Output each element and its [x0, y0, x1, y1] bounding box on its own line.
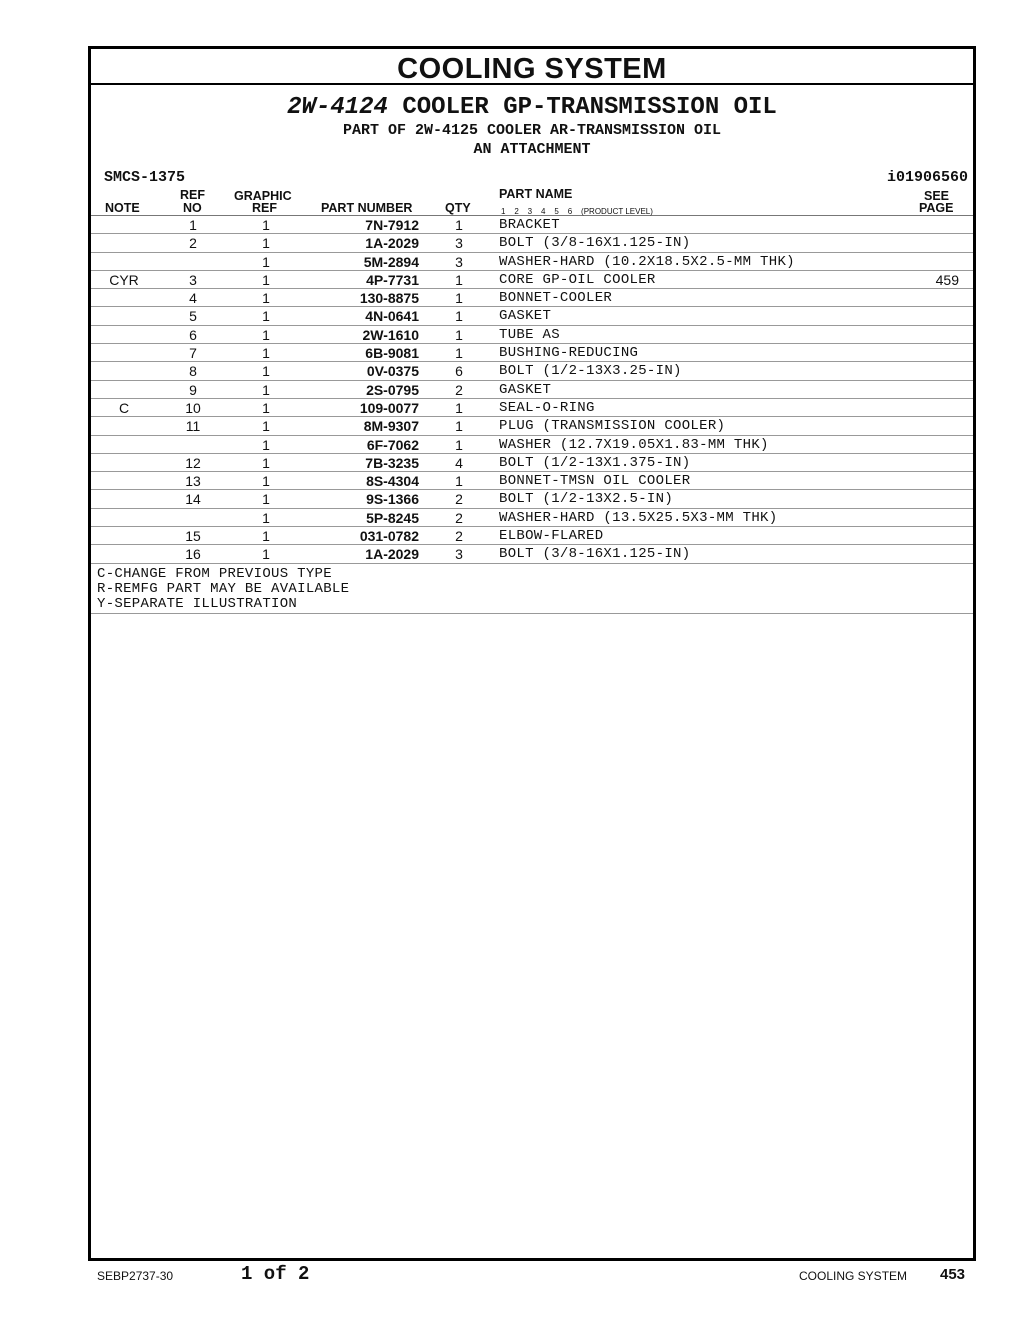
row-part-number: 8S-4304 [366, 473, 419, 490]
row-see-page: 459 [935, 271, 959, 288]
table-row [91, 289, 973, 307]
row-graphic-ref: 1 [262, 473, 270, 490]
row-qty: 1 [455, 418, 463, 435]
row-graphic-ref: 1 [262, 491, 270, 508]
row-part-number: 8M-9307 [363, 418, 419, 435]
row-part-number: 1A-2029 [365, 235, 419, 252]
row-ref-no: 7 [189, 345, 197, 362]
row-graphic-ref: 1 [262, 528, 270, 545]
smcs-row [91, 169, 973, 189]
row-part-number: 2W-1610 [362, 326, 419, 343]
row-qty: 2 [455, 528, 463, 545]
header-product-level: 1 2 3 4 5 6 (PRODUCT LEVEL) [501, 207, 653, 216]
row-ref-no: 8 [189, 363, 197, 380]
row-graphic-ref: 1 [262, 290, 270, 307]
row-ref-no: 12 [185, 454, 201, 471]
header-part-name: PART NAME [499, 187, 573, 201]
row-part-number: 130-8875 [359, 290, 419, 307]
row-part-name: BONNET-COOLER [499, 290, 613, 307]
row-part-name: BUSHING-REDUCING [499, 345, 639, 362]
row-part-number: 031-0782 [359, 528, 419, 545]
row-part-number: 5M-2894 [363, 253, 419, 270]
row-qty: 3 [455, 235, 463, 252]
header-note: NOTE [105, 201, 140, 215]
table-row [91, 253, 973, 271]
row-part-number: 109-0077 [359, 399, 419, 416]
group-name: COOLER GP-TRANSMISSION OIL [402, 94, 777, 121]
row-qty: 1 [455, 326, 463, 343]
row-qty: 6 [455, 363, 463, 380]
row-ref-no: 6 [189, 326, 197, 343]
row-note: CYR [109, 271, 139, 288]
footer-doc-number: SEBP2737-30 [97, 1269, 174, 1283]
row-part-name: BOLT (3/8-16X1.125-IN) [499, 546, 691, 563]
row-part-number: 4N-0641 [365, 308, 419, 325]
note-remfg: R-REMFG PART MAY BE AVAILABLE [97, 580, 350, 597]
row-part-number: 6B-9081 [365, 345, 419, 362]
row-part-name: GASKET [499, 308, 552, 325]
row-graphic-ref: 1 [262, 399, 270, 416]
row-part-name: ELBOW-FLARED [499, 528, 604, 545]
row-part-name: WASHER-HARD (10.2X18.5X2.5-MM THK) [499, 253, 795, 270]
row-part-number: 6F-7062 [366, 436, 419, 453]
row-ref-no: 10 [185, 399, 201, 416]
row-qty: 1 [455, 436, 463, 453]
group-number: 2W-4124 [287, 94, 388, 121]
row-qty: 2 [455, 381, 463, 398]
table-row [91, 490, 973, 508]
row-qty: 2 [455, 509, 463, 526]
row-graphic-ref: 1 [262, 345, 270, 362]
header-graphic-bottom: REF [252, 201, 277, 215]
header-ref-top: REF [180, 188, 205, 202]
row-qty: 2 [455, 491, 463, 508]
row-ref-no: 5 [189, 308, 197, 325]
row-part-number: 1A-2029 [365, 546, 419, 563]
header-qty: QTY [445, 201, 471, 215]
table-row [91, 362, 973, 380]
header-see-top: SEE [924, 189, 950, 203]
row-ref-no: 4 [189, 290, 197, 307]
row-part-name: TUBE AS [499, 326, 560, 343]
row-part-number: 7N-7912 [365, 217, 419, 233]
header-graphic-top: GRAPHIC [234, 189, 292, 203]
parts-list-frame [88, 46, 976, 1261]
table-row [91, 381, 973, 399]
row-graphic-ref: 1 [262, 326, 270, 343]
table-row [91, 326, 973, 344]
row-ref-no: 3 [189, 271, 197, 288]
illustration-id: i01906560 [886, 169, 968, 186]
table-row [91, 307, 973, 325]
row-qty: 1 [455, 399, 463, 416]
row-graphic-ref: 1 [262, 271, 270, 288]
row-part-name: BRACKET [499, 217, 560, 233]
row-part-number: 7B-3235 [365, 454, 419, 471]
row-graphic-ref: 1 [262, 454, 270, 471]
row-part-name: SEAL-O-RING [499, 399, 595, 416]
row-part-name: GASKET [499, 381, 552, 398]
smcs-code: SMCS-1375 [104, 169, 186, 186]
notes-legend [91, 564, 973, 614]
row-qty: 1 [455, 473, 463, 490]
table-row [91, 216, 973, 234]
row-qty: 1 [455, 308, 463, 325]
parts-table-body [91, 216, 973, 564]
row-qty: 4 [455, 454, 463, 471]
row-qty: 3 [455, 546, 463, 563]
footer-page-of: 1 of 2 [241, 1263, 310, 1285]
header-ref-bottom: NO [183, 201, 202, 215]
attachment-line: AN ATTACHMENT [473, 141, 591, 158]
row-ref-no: 13 [185, 473, 201, 490]
row-qty: 3 [455, 253, 463, 270]
row-graphic-ref: 1 [262, 509, 270, 526]
table-row [91, 344, 973, 362]
table-row [91, 417, 973, 435]
row-part-name: WASHER-HARD (13.5X25.5X3-MM THK) [499, 509, 778, 526]
table-header [91, 189, 973, 216]
footer-section: COOLING SYSTEM [799, 1269, 908, 1283]
row-part-number: 0V-0375 [366, 363, 419, 380]
header-see-bottom: PAGE [919, 201, 954, 215]
group-title [91, 95, 973, 121]
row-graphic-ref: 1 [262, 363, 270, 380]
note-separate-illustration: Y-SEPARATE ILLUSTRATION [97, 595, 298, 612]
table-row [91, 545, 973, 563]
page-footer [0, 1260, 1020, 1290]
row-part-name: WASHER (12.7X19.05X1.83-MM THK) [499, 436, 769, 453]
table-row [91, 234, 973, 252]
row-part-number: 9S-1366 [366, 491, 419, 508]
row-ref-no: 16 [185, 546, 201, 563]
row-part-number: 4P-7731 [366, 271, 419, 288]
row-part-number: 2S-0795 [366, 381, 419, 398]
row-graphic-ref: 1 [262, 436, 270, 453]
footer-page-number: 453 [940, 1266, 966, 1283]
row-ref-no: 2 [189, 235, 197, 252]
row-ref-no: 9 [189, 381, 197, 398]
header-part-number: PART NUMBER [321, 201, 413, 215]
row-part-name: BOLT (1/2-13X1.375-IN) [499, 454, 691, 471]
row-qty: 1 [455, 290, 463, 307]
note-change: C-CHANGE FROM PREVIOUS TYPE [97, 565, 332, 582]
row-part-name: BONNET-TMSN OIL COOLER [499, 473, 691, 490]
table-row [91, 399, 973, 417]
row-note: C [118, 399, 130, 416]
table-row [91, 271, 973, 289]
row-graphic-ref: 1 [262, 546, 270, 563]
table-row [91, 509, 973, 527]
table-row [91, 454, 973, 472]
row-qty: 1 [455, 217, 463, 233]
row-graphic-ref: 1 [262, 253, 270, 270]
table-row [91, 472, 973, 490]
row-qty: 1 [455, 271, 463, 288]
row-part-name: BOLT (3/8-16X1.125-IN) [499, 235, 691, 252]
row-graphic-ref: 1 [262, 418, 270, 435]
row-graphic-ref: 1 [262, 235, 270, 252]
row-part-name: PLUG (TRANSMISSION COOLER) [499, 418, 726, 435]
row-ref-no: 15 [185, 528, 201, 545]
section-title: COOLING SYSTEM [91, 49, 973, 85]
row-part-number: 5P-8245 [366, 509, 419, 526]
table-row [91, 527, 973, 545]
row-ref-no: 11 [185, 418, 201, 435]
row-qty: 1 [455, 345, 463, 362]
row-part-name: BOLT (1/2-13X2.5-IN) [499, 491, 674, 508]
row-graphic-ref: 1 [262, 308, 270, 325]
table-row [91, 436, 973, 454]
row-part-name: CORE GP-OIL COOLER [499, 271, 656, 288]
row-part-name: BOLT (1/2-13X3.25-IN) [499, 363, 682, 380]
row-graphic-ref: 1 [262, 381, 270, 398]
row-ref-no: 14 [185, 491, 201, 508]
part-of-line: PART OF 2W-4125 COOLER AR-TRANSMISSION OIL [342, 122, 722, 139]
row-graphic-ref: 1 [262, 217, 270, 233]
row-ref-no: 1 [189, 217, 197, 233]
